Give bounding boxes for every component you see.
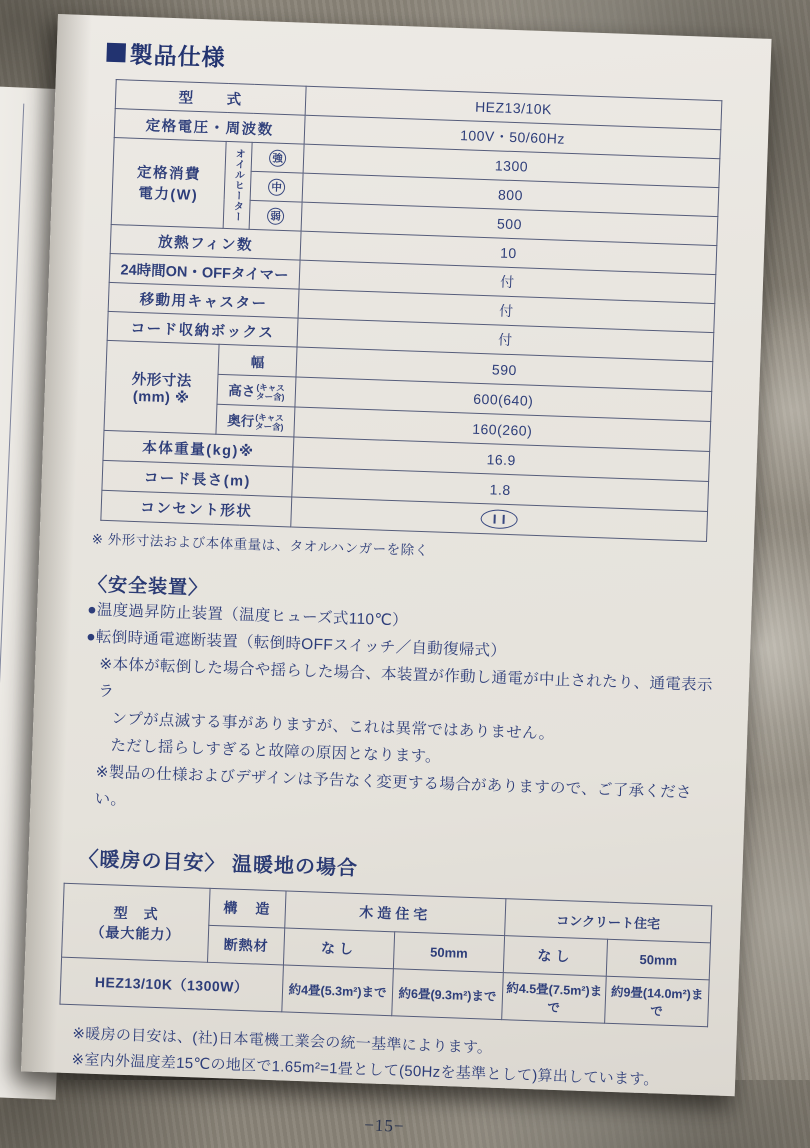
dimensions-label: 外形寸法 (mm) ※ (104, 340, 219, 434)
power-mode-low (249, 200, 302, 231)
voltage-label: 定格電圧・周波数 (114, 109, 305, 145)
page-content (19, 14, 771, 1148)
dim-depth-value: 160(260) (294, 407, 711, 451)
safety-line: ●転倒時通電遮断装置（転倒時OFFスイッチ／自動復帰式） (85, 628, 507, 661)
circled-mid-icon: 中 (268, 178, 286, 196)
dim-depth-text: 奥行 (227, 412, 255, 429)
safety-line: ※本体が転倒した場合や揺らした場合、本装置が作動し通電が中止されたり、通電表示ラ (98, 655, 713, 701)
safety-line: ただし揺らしすぎると故障の原因となります。 (110, 737, 442, 766)
heat-model-header: 型 式 （最大能力） (62, 883, 210, 962)
manual-page (21, 14, 771, 1136)
casters-value: 付 (298, 289, 715, 333)
heating-notes (71, 1021, 702, 1095)
heat-capacity-wood-none: 約4畳(5.3m²)まで (282, 965, 394, 1016)
heat-sub-header: なし (503, 936, 607, 977)
fins-value: 10 (300, 231, 717, 275)
model-label: 型 式 (115, 80, 306, 116)
cord-length-label: コード長さ(m) (102, 460, 293, 497)
circled-low-icon: 弱 (267, 207, 285, 225)
heat-sub-header: なし (283, 928, 394, 969)
heat-capacity-concrete-none: 約4.5畳(7.5m²)まで (502, 973, 607, 1024)
dim-width-label (218, 344, 297, 377)
timer-label: 24時間ON・OFFタイマー (109, 253, 300, 289)
timer-value: 付 (299, 260, 716, 304)
heat-model-value: HEZ13/10K（1300W） (60, 957, 284, 1012)
safety-section-heading: 〈安全装置〉 (87, 574, 209, 600)
cord-length-value: 1.8 (292, 467, 709, 511)
cord-box-label: コード収納ボックス (107, 311, 298, 347)
dim-height-value: 600(640) (295, 377, 712, 421)
power-high-value: 1300 (303, 144, 720, 188)
heating-note: ※室内外温度差15℃の地区で1.65m²=1畳として(50Hzを基準として)算出しています。 (71, 1051, 659, 1089)
heat-wooden-header: 木造住宅 (285, 891, 506, 936)
page-title: 製品仕様 (129, 41, 227, 71)
heat-structure-header: 構 造 (209, 888, 286, 928)
fins-label: 放熱フィン数 (110, 224, 301, 260)
page-number: −15− (363, 1115, 405, 1136)
previous-page-table-border (0, 104, 24, 873)
title-square-icon (106, 43, 126, 63)
heat-sub-header: 50mm (606, 939, 710, 980)
casters-label: 移動用キャスター (108, 282, 299, 318)
dim-height-label (217, 374, 296, 407)
circled-high-icon: 強 (269, 149, 287, 167)
cord-box-value: 付 (297, 318, 714, 362)
power-mode-mid (250, 171, 303, 202)
weight-value: 16.9 (293, 437, 710, 481)
dim-height-text: 高さ (228, 382, 256, 399)
spec-table (100, 79, 722, 542)
voltage-value: 100V・50/60Hz (304, 115, 721, 159)
heating-table (59, 883, 712, 1028)
heating-note: ※暖房の目安は、(社)日本電機工業会の統一基準によります。 (72, 1025, 493, 1057)
dim-height-caster-note: (キャス ター含) (255, 382, 285, 403)
heat-capacity-concrete-50mm: 約9畳(14.0m²)まで (605, 976, 710, 1027)
heat-concrete-header: コンクリート住宅 (505, 899, 712, 943)
power-label: 定格消費 電力(W) (111, 138, 226, 229)
power-low-value: 500 (301, 202, 718, 246)
weight-label: 本体重量(kg)※ (103, 430, 294, 467)
heat-capacity-wood-50mm: 約6畳(9.3m²)まで (392, 969, 504, 1020)
power-mode-high (251, 142, 304, 173)
heat-sub-header: 50mm (393, 932, 504, 973)
plug-shape-icon (480, 509, 518, 529)
dim-depth-label (216, 404, 295, 437)
dim-width-value: 590 (296, 347, 713, 391)
safety-line: ●温度過昇防止装置（温度ヒューズ式110℃） (86, 601, 409, 630)
safety-line: ンプが点滅する事がありますが、これは異常ではありません。 (111, 710, 555, 743)
power-mid-value: 800 (302, 173, 719, 217)
safety-line: ※製品の仕様およびデザインは予告なく変更する場合がありますので、ご了承ください。 (94, 763, 692, 809)
spec-table-footnote: ※ 外形寸法および本体重量は、タオルハンガーを除く (91, 531, 429, 559)
model-value: HEZ13/10K (305, 86, 722, 130)
power-group-label: オイルヒーター (223, 141, 252, 229)
heating-section-heading: 〈暖房の目安〉 温暖地の場合 (78, 848, 359, 880)
dim-width-text: 幅 (250, 354, 265, 370)
plug-shape-label: コンセント形状 (101, 490, 292, 527)
heat-insulation-header: 断熱材 (207, 925, 284, 965)
dim-depth-caster-note: (キャス ター含) (254, 412, 284, 433)
